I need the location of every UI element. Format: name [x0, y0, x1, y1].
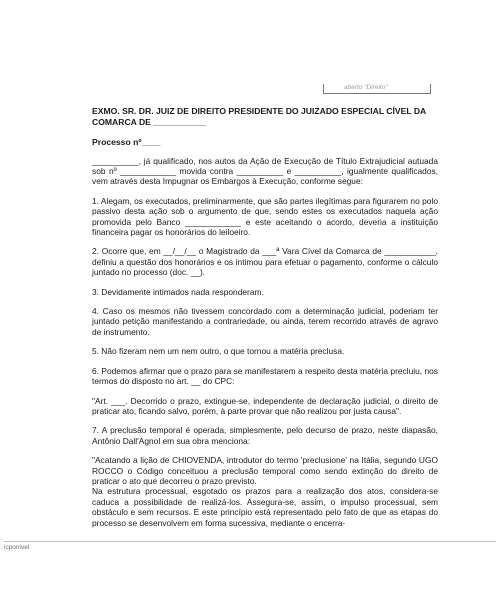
document-page [92, 106, 438, 528]
paragraph-3: 3. Devidamente intimados nada responderam. [92, 286, 264, 297]
document-heading: EXMO. SR. DR. JUIZ DE DIREITO PRESIDENTE DO JUIZADO ESPECIAL CÍVEL DA COMARCA DE ___________ [92, 106, 426, 127]
paragraph-7: 7. A preclusão temporal é operada, simplesmente, pelo decurso de prazo, neste diapasão, Antônio Dall'Agnol em sua obra menciona: [92, 425, 438, 446]
intro-paragraph: __________, já qualificado, nos autos da Ação de Execução de Título Extrajudicial autuada sob nº ____________ movida contra __________ e __________, igualmente qualificados, vem através desta Impugnar os Embargos à Execução, conforme segue: [92, 155, 438, 187]
paragraph-5: 5. Não fizeram nem um nem outro, o que tornou a matéria preclusa. [92, 346, 345, 357]
quote-paragraph-1: "Acatando a lição de CHIOVENDA, introdutor do termo 'preclusione' na Itália, segundo UGO ROCCO o Código conceituou a preclusão temporal como sendo extinção do direito de praticar o ato que decorreu o prazo previsto. [92, 455, 438, 486]
paragraph-quote-art: "Art. ___. Decorrido o prazo, extingue-se, independente de declaração judicial, o direito de praticar ato, ficando salvo, porém, à parte provar que não realizou por justa causa". [92, 395, 438, 416]
quote-paragraph-2: Na estrutura processual, esgotado os prazos para a realização dos atos, considera-se caduca a possibilidade de realizá-los. Assegura-se, assim, o impulso processual, sem obstáculo e sem recursos. E este princípio está representado pelo fato de que as etapas do processo se desenvolvem em forma sucessiva, mediante o encerra- [92, 486, 438, 528]
page-footer: icponivel [4, 541, 496, 551]
paragraph-1: 1. Alegam, os executados, preliminarmente, que são partes ilegítimas para figurarem no polo passivo desta ação sob o argumento de que, sendo estes os executados naquela ação promovida pelo Banco ____________ e este aceitando o acordo, deveria a instituição financeira pagar os honorários do leiloeiro. [92, 195, 438, 238]
watermark-label: aberto "Direito" [323, 84, 431, 94]
paragraph-2: 2. Ocorre que, em __/__/__ o Magistrado da ___ª Vara Cível da Comarca de ___________, definiu a questão dos honorários e os intimou para efetuar o pagamento, conforme o cálculo juntado no processo (doc. __). [92, 246, 438, 278]
paragraph-4: 4. Caso os mesmos não tivessem concordado com a determinação judicial, poderiam ter juntado petição manifestando a contrariedade, ou ainda, terem recorrido através de agravo de instrumento. [92, 306, 438, 337]
paragraph-6: 6. Podemos afirmar que o prazo para se manifestarem a respeito desta matéria precluiu, nos termos do disposto no art. __ do CPC: [92, 365, 438, 387]
process-number: Processo nº____ [92, 137, 161, 148]
